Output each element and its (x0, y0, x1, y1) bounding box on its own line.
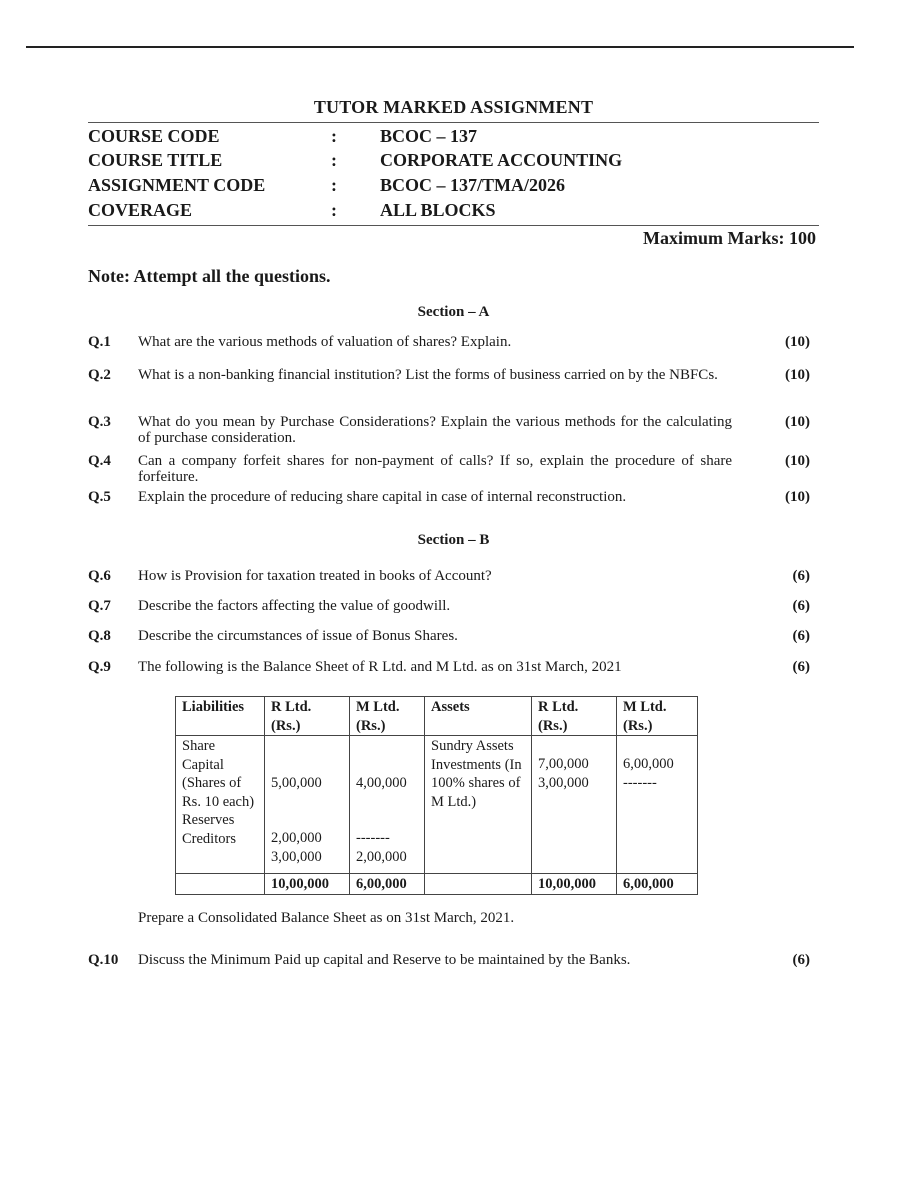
liabilities-r-values (265, 736, 350, 874)
liability-share-capital: Share Capital (Shares of Rs. 10 each) (182, 738, 255, 810)
col-r-ltd-assets: R Ltd. (Rs.) (532, 697, 617, 736)
question-number: Q.1 (88, 334, 111, 350)
total-label-assets (425, 874, 532, 895)
question-text: What are the various methods of valuation of shares? Explain. (138, 334, 512, 350)
question-text: The following is the Balance Sheet of R Ltd. and M Ltd. as on 31st March, 2021 (138, 659, 622, 675)
assets-m-values (617, 736, 698, 874)
value-investments-m: ------- (623, 774, 657, 791)
meta-divider (88, 225, 819, 226)
question-number: Q.8 (88, 628, 111, 644)
table-total-row (176, 874, 698, 895)
question-marks: (6) (792, 598, 810, 614)
balance-sheet-table (175, 696, 698, 895)
maximum-marks: Maximum Marks: 100 (643, 228, 816, 248)
question-marks: (6) (792, 952, 810, 968)
question-text: What do you mean by Purchase Considerations? Explain the various methods for the calculating of purchase consideration. (138, 414, 732, 446)
liability-reserves: Reserves (182, 812, 235, 828)
value-sundry-assets-m: 6,00,000 (623, 756, 674, 772)
value-reserves-m: ------- (356, 830, 390, 846)
meta-sep: : (331, 200, 337, 220)
question-number: Q.3 (88, 414, 111, 430)
meta-sep: : (331, 150, 337, 170)
question-marks: (10) (785, 453, 810, 469)
document-title: TUTOR MARKED ASSIGNMENT (313, 97, 594, 117)
liabilities-m-values (350, 736, 425, 874)
table-header-row (176, 697, 698, 736)
question-marks: (6) (792, 568, 810, 584)
value-sundry-assets-r: 7,00,000 (538, 756, 589, 772)
question-marks: (6) (792, 628, 810, 644)
value-reserves-r: 2,00,000 (271, 830, 322, 846)
page-top-rule (26, 46, 854, 48)
asset-investments: Investments (In 100% shares of M Ltd.) (431, 756, 522, 810)
note: Note: Attempt all the questions. (88, 266, 331, 286)
meta-key: COVERAGE (88, 200, 193, 220)
value-creditors-r: 3,00,000 (271, 848, 322, 865)
col-m-ltd-liab: M Ltd. (Rs.) (350, 697, 425, 736)
question-marks: (10) (785, 334, 810, 350)
question-text: Discuss the Minimum Paid up capital and Reserve to be maintained by the Banks. (138, 952, 631, 968)
meta-value: ALL BLOCKS (380, 200, 496, 220)
value-creditors-m: 2,00,000 (356, 848, 407, 865)
question-marks: (6) (792, 659, 810, 675)
question-number: Q.10 (88, 952, 119, 968)
meta-key: COURSE CODE (88, 126, 220, 146)
assets-items (425, 736, 532, 874)
question-marks: (10) (785, 367, 810, 383)
question-number: Q.5 (88, 489, 111, 505)
col-m-ltd-assets: M Ltd. (Rs.) (617, 697, 698, 736)
table-body-row (176, 736, 698, 874)
value-share-capital-m: 4,00,000 (356, 775, 407, 791)
value-share-capital-r: 5,00,000 (271, 775, 322, 791)
meta-value: BCOC – 137/TMA/2026 (380, 175, 566, 195)
meta-value: BCOC – 137 (380, 126, 478, 146)
total-liab-r: 10,00,000 (265, 874, 350, 895)
question-number: Q.9 (88, 659, 111, 675)
col-assets: Assets (425, 697, 532, 736)
question-text: Describe the circumstances of issue of Bonus Shares. (138, 628, 458, 644)
question-marks: (10) (785, 414, 810, 430)
question-number: Q.7 (88, 598, 111, 614)
section-a-heading: Section – A (417, 304, 490, 320)
question-text: Describe the factors affecting the value of goodwill. (138, 598, 451, 614)
question-marks: (10) (785, 489, 810, 505)
total-assets-r: 10,00,000 (532, 874, 617, 895)
title-divider (88, 122, 819, 123)
liabilities-items (176, 736, 265, 874)
question-text: What is a non-banking financial institution? List the forms of business carried on by the NBFCs. (138, 367, 718, 383)
question-number: Q.2 (88, 367, 111, 383)
total-assets-m: 6,00,000 (617, 874, 698, 895)
meta-sep: : (331, 126, 337, 146)
total-label-liab (176, 874, 265, 895)
question-number: Q.4 (88, 453, 111, 469)
meta-sep: : (331, 175, 337, 195)
value-investments-r: 3,00,000 (538, 774, 589, 791)
question-text: How is Provision for taxation treated in books of Account? (138, 568, 492, 584)
col-r-ltd-liab: R Ltd. (Rs.) (265, 697, 350, 736)
question-text: Explain the procedure of reducing share capital in case of internal reconstruction. (138, 489, 627, 505)
question-text: Can a company forfeit shares for non-payment of calls? If so, explain the procedure of share forfeiture. (138, 453, 732, 485)
meta-key: ASSIGNMENT CODE (88, 175, 266, 195)
total-liab-m: 6,00,000 (350, 874, 425, 895)
question-number: Q.6 (88, 568, 111, 584)
meta-key: COURSE TITLE (88, 150, 223, 170)
col-liabilities: Liabilities (176, 697, 265, 736)
liability-creditors: Creditors (182, 830, 236, 847)
section-b-heading: Section – B (417, 532, 490, 548)
asset-sundry-assets: Sundry Assets (431, 738, 514, 754)
meta-value: CORPORATE ACCOUNTING (380, 150, 623, 170)
instruction-text: Prepare a Consolidated Balance Sheet as on 31st March, 2021. (138, 910, 515, 926)
assets-r-values (532, 736, 617, 874)
